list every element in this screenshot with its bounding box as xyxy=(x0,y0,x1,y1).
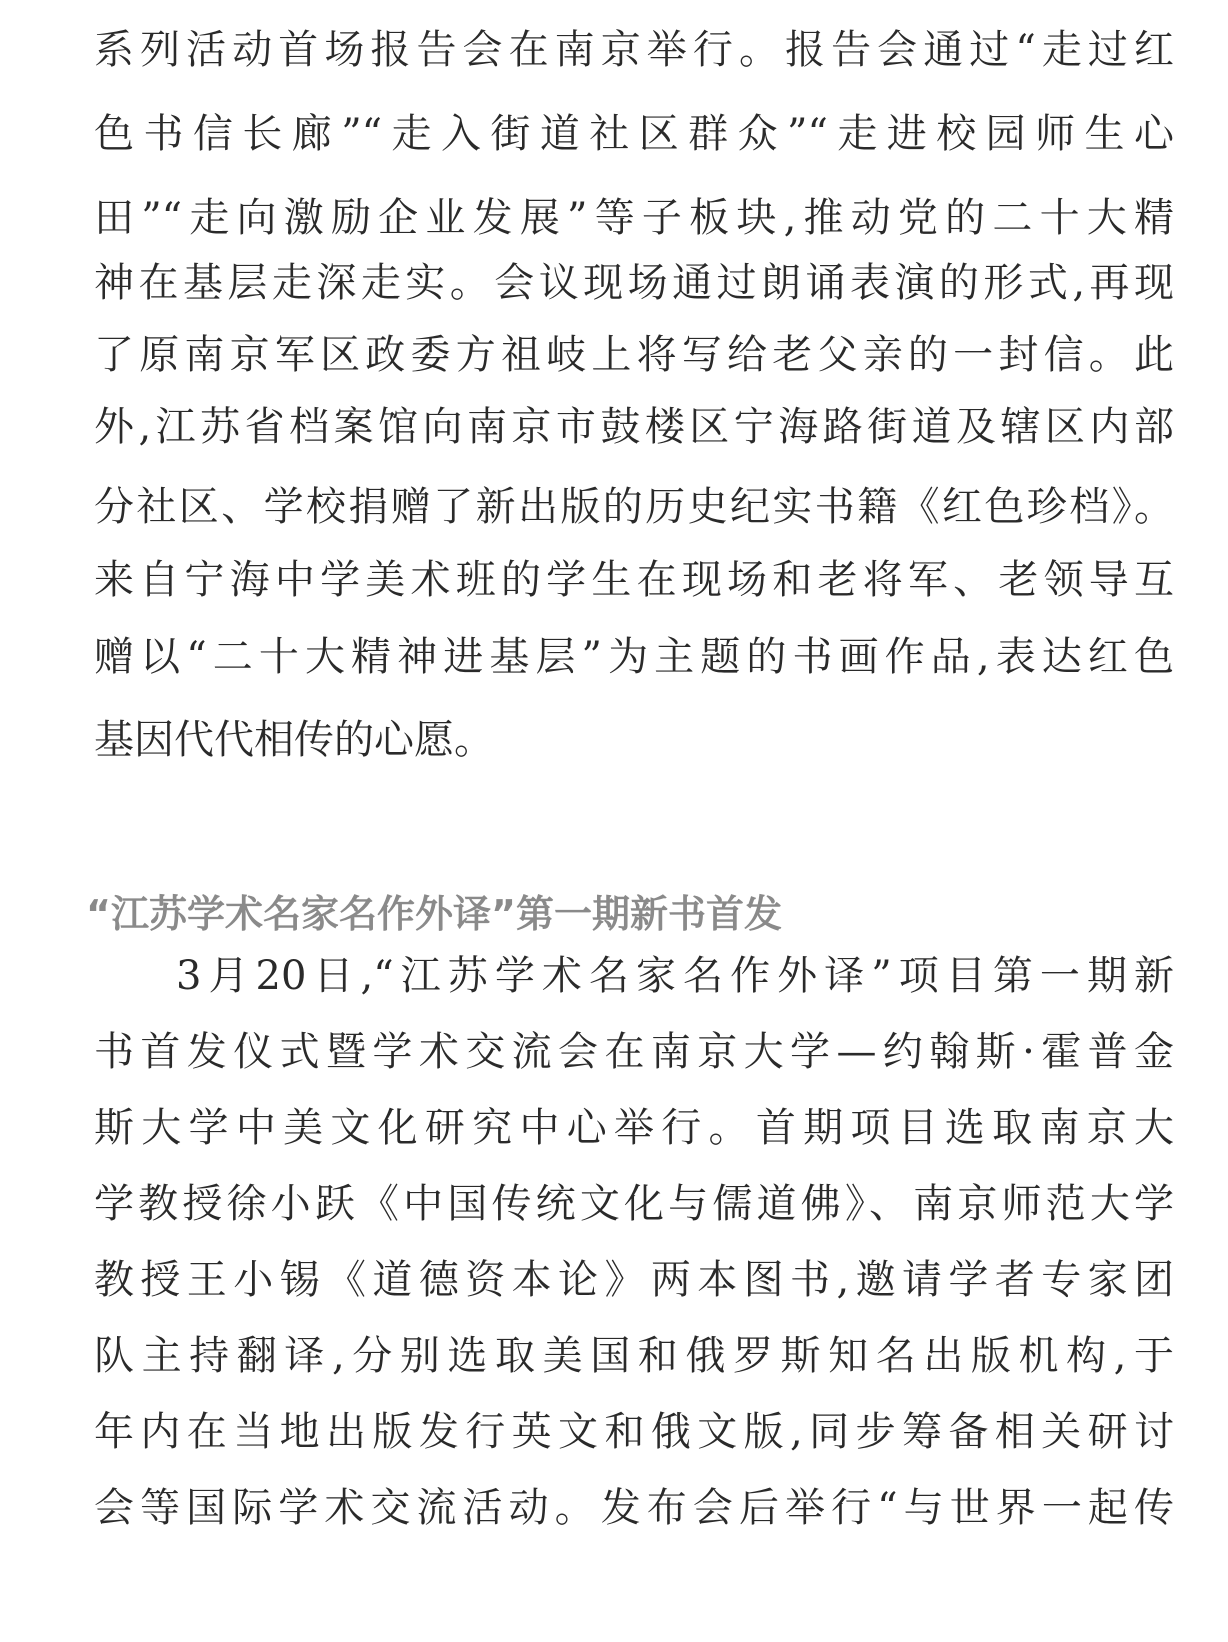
paragraph-line: 神在基层走深走实。会议现场通过朗诵表演的形式,再现 xyxy=(94,260,1174,306)
paragraph-line: 赠以“二十大精神进基层”为主题的书画作品,表达红色 xyxy=(94,634,1174,680)
paragraph-line: 书首发仪式暨学术交流会在南京大学—约翰斯·霍普金 xyxy=(94,1029,1174,1075)
paragraph-line: 3月20日,“江苏学术名家名作外译”项目第一期新 xyxy=(176,953,1174,999)
paragraph-line: 来自宁海中学美术班的学生在现场和老将军、老领导互 xyxy=(94,557,1174,603)
paragraph-line: 队主持翻译,分别选取美国和俄罗斯知名出版机构,于 xyxy=(94,1333,1174,1379)
paragraph-line: 斯大学中美文化研究中心举行。首期项目选取南京大 xyxy=(94,1105,1174,1151)
paragraph-line: 教授王小锡《道德资本论》两本图书,邀请学者专家团 xyxy=(94,1257,1174,1303)
paragraph-line: 色书信长廊”“走入街道社区群众”“走进校园师生心 xyxy=(94,111,1174,157)
paragraph-line: 田”“走向激励企业发展”等子板块,推动党的二十大精 xyxy=(94,195,1174,241)
paragraph-line: 分社区、学校捐赠了新出版的历史纪实书籍《红色珍档》。 xyxy=(94,484,1174,530)
section-heading: “江苏学术名家名作外译”第一期新书首发 xyxy=(86,892,782,936)
paragraph-line: 基因代代相传的心愿。 xyxy=(94,717,494,763)
paragraph-line: 学教授徐小跃《中国传统文化与儒道佛》、南京师范大学 xyxy=(94,1181,1174,1227)
paragraph-line: 系列活动首场报告会在南京举行。报告会通过“走过红 xyxy=(94,27,1174,73)
paragraph-line: 年内在当地出版发行英文和俄文版,同步筹备相关研讨 xyxy=(94,1409,1174,1455)
paragraph-line: 会等国际学术交流活动。发布会后举行“与世界一起传 xyxy=(94,1485,1174,1531)
paragraph-line: 外,江苏省档案馆向南京市鼓楼区宁海路街道及辖区内部 xyxy=(94,404,1174,450)
paragraph-line: 了原南京军区政委方祖岐上将写给老父亲的一封信。此 xyxy=(94,332,1174,378)
